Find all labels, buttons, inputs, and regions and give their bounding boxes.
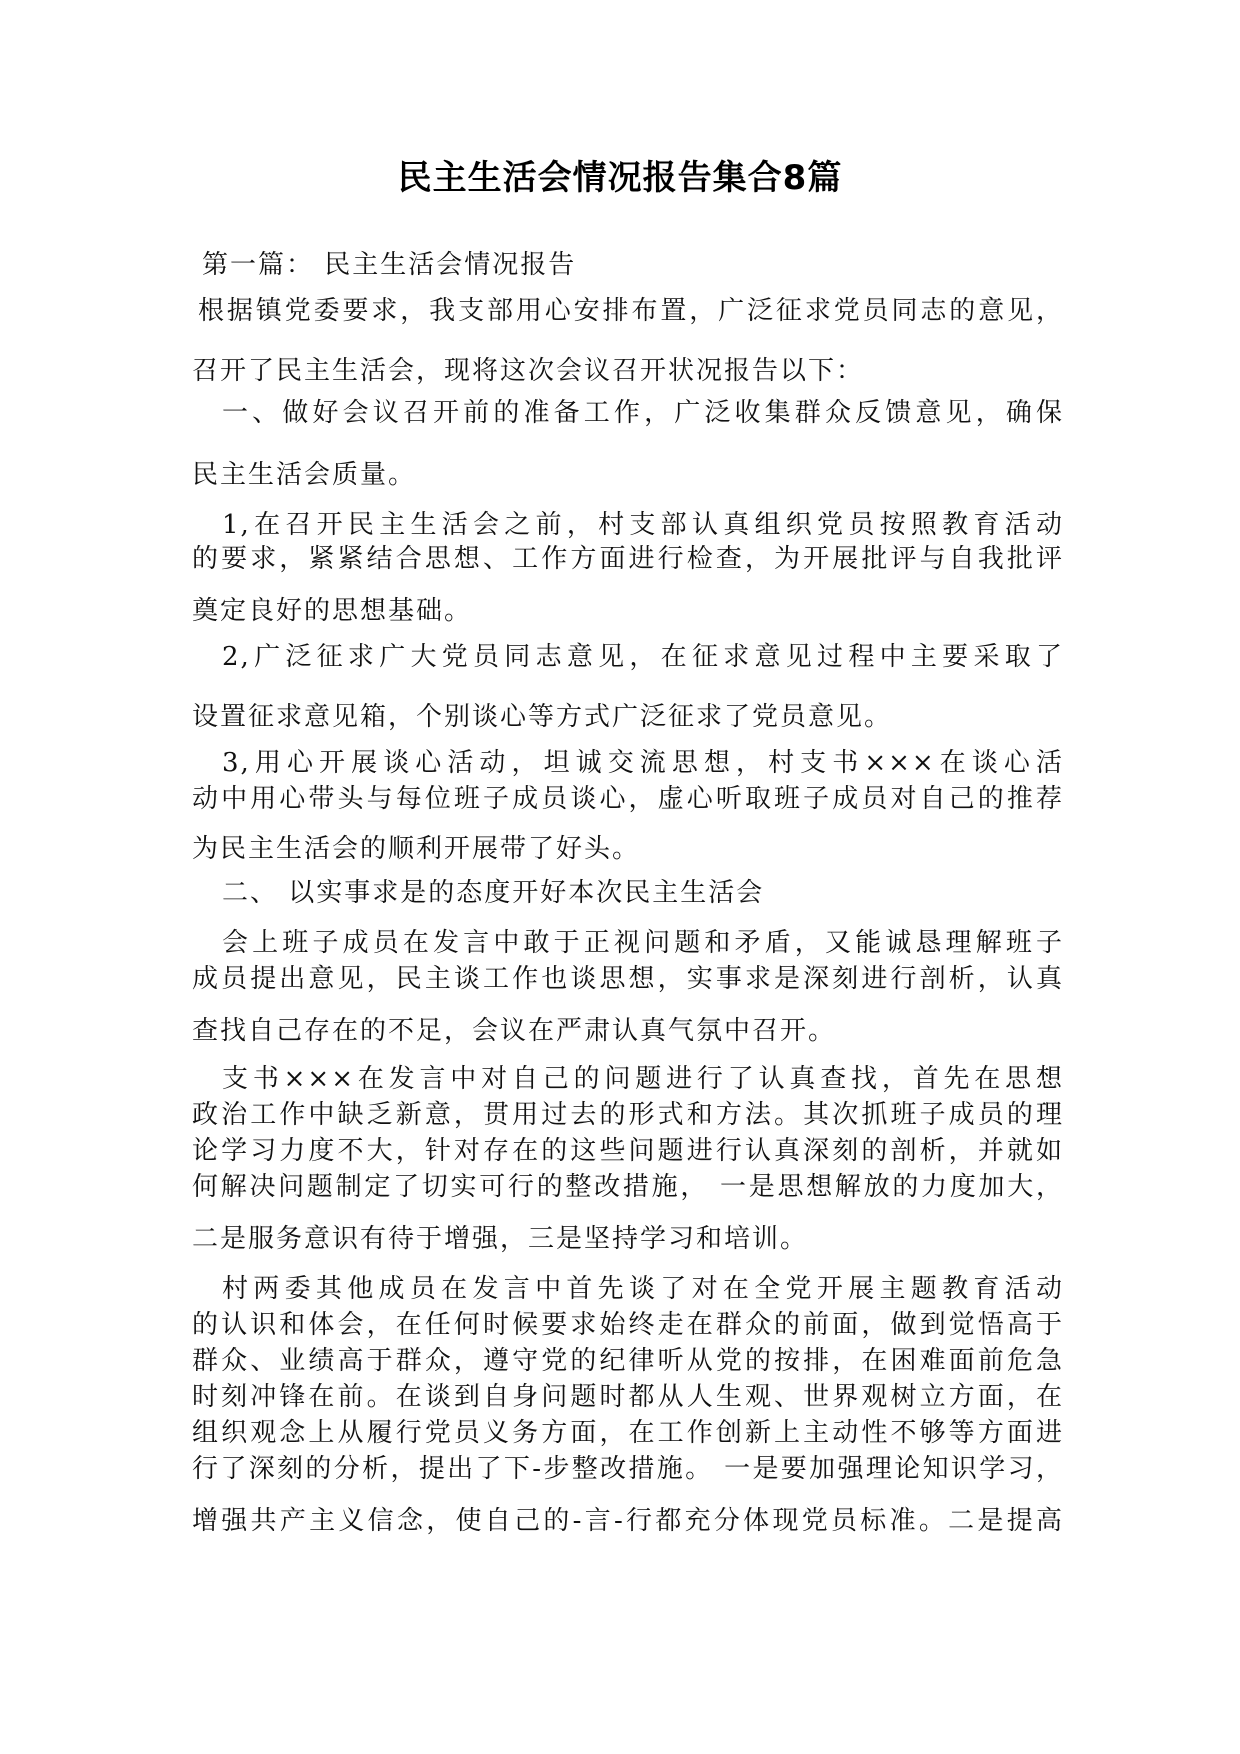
- paragraph-line: 设置征求意见箱，个别谈心等方式广泛征求了党员意见。: [192, 702, 893, 732]
- paragraph-line: 民主生活会质量。: [192, 460, 417, 490]
- section-heading: 二、 以实事求是的态度开好本次民主生活会: [222, 878, 765, 908]
- paragraph-line: 支书×××在发言中对自己的问题进行了认真查找，首先在思想: [222, 1064, 1064, 1094]
- paragraph-line: 论学习力度不大，针对存在的这些问题进行认真深刻的剖析，并就如: [192, 1136, 1064, 1166]
- paragraph-line: 根据镇党委要求，我支部用心安排布置，广泛征求党员同志的意见，: [198, 296, 1064, 326]
- paragraph-line: 群众、业绩高于群众，遵守党的纪律听从党的按排，在困难面前危急: [192, 1346, 1064, 1376]
- paragraph-line: 奠定良好的思想基础。: [192, 596, 473, 626]
- paragraph-line: 村两委其他成员在发言中首先谈了对在全党开展主题教育活动: [222, 1274, 1064, 1304]
- document-title: 民主生活会情况报告集合8篇: [397, 158, 843, 198]
- paragraph-line: 增强共产主义信念，使自己的-言-行都充分体现党员标准。二是提高: [192, 1506, 1064, 1536]
- paragraph-line: 的要求，紧紧结合思想、工作方面进行检查，为开展批评与自我批评: [192, 544, 1064, 574]
- paragraph-line: 的认识和体会，在任何时候要求始终走在群众的前面，做到觉悟高于: [192, 1310, 1064, 1340]
- paragraph-line: 查找自己存在的不足，会议在严肃认真气氛中召开。: [192, 1016, 837, 1046]
- paragraph-line: 何解决问题制定了切实可行的整改措施， 一是思想解放的力度加大，: [192, 1172, 1064, 1202]
- paragraph-line: 组织观念上从履行党员义务方面，在工作创新上主动性不够等方面进: [192, 1418, 1064, 1448]
- paragraph-line: 二是服务意识有待于增强，三是坚持学习和培训。: [192, 1224, 809, 1254]
- paragraph-line: 1,在召开民主生活会之前，村支部认真组织党员按照教育活动: [222, 510, 1064, 540]
- paragraph-line: 一、做好会议召开前的准备工作，广泛收集群众反馈意见，确保: [222, 398, 1064, 428]
- paragraph-line: 动中用心带头与每位班子成员谈心，虚心听取班子成员对自己的推荐: [192, 784, 1064, 814]
- paragraph-line: 召开了民主生活会，现将这次会议召开状况报告以下：: [192, 356, 865, 386]
- section-heading: 第一篇： 民主生活会情况报告: [202, 250, 577, 280]
- paragraph-line: 成员提出意见，民主谈工作也谈思想，实事求是深刻进行剖析，认真: [192, 964, 1064, 994]
- paragraph-line: 时刻冲锋在前。在谈到自身问题时都从人生观、世界观树立方面，在: [192, 1382, 1064, 1412]
- paragraph-line: 为民主生活会的顺利开展带了好头。: [192, 834, 641, 864]
- paragraph-line: 行了深刻的分析，提出了下-步整改措施。 一是要加强理论知识学习，: [192, 1454, 1064, 1484]
- paragraph-line: 2,广泛征求广大党员同志意见，在征求意见过程中主要采取了: [222, 642, 1064, 672]
- paragraph-line: 3,用心开展谈心活动，坦诚交流思想，村支书×××在谈心活: [222, 748, 1064, 778]
- paragraph-line: 政治工作中缺乏新意，贯用过去的形式和方法。其次抓班子成员的理: [192, 1100, 1064, 1130]
- paragraph-line: 会上班子成员在发言中敢于正视问题和矛盾，又能诚恳理解班子: [222, 928, 1064, 958]
